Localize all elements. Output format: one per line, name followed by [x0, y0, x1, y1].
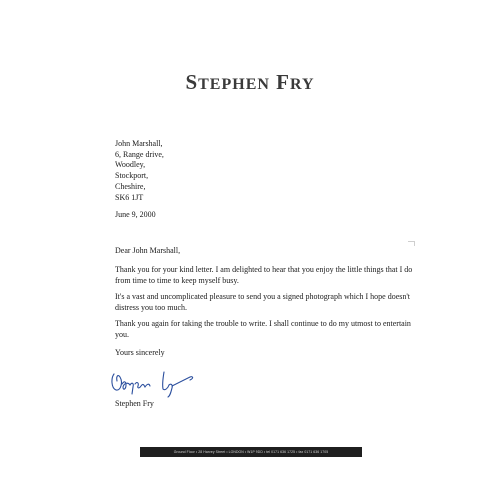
body-paragraph: Thank you again for taking the trouble to write. I shall continue to do my utmost to entertain you.: [115, 319, 411, 339]
address-line: Woodley,: [115, 160, 146, 170]
address-line: John Marshall,: [115, 139, 163, 148]
body-paragraph: It's a vast and uncomplicated pleasure to send you a signed photograph which I hope doesn't distress you too much.: [115, 292, 411, 312]
letterhead-first-rest: TEPHEN: [198, 76, 270, 93]
closing: Yours sincerely: [115, 348, 165, 357]
letterhead-last-rest: RY: [290, 76, 315, 93]
address-line: SK6 1JT: [115, 192, 144, 202]
signer-name: Stephen Fry: [115, 399, 154, 408]
letter-date: June 9, 2000: [115, 210, 156, 219]
recipient-address: [115, 139, 164, 203]
letterhead-first-initial: S: [185, 70, 199, 94]
address-line: 6, Range drive,: [115, 149, 164, 159]
page-fold-mark: [408, 241, 415, 246]
address-line: Stockport,: [115, 171, 149, 181]
salutation: Dear John Marshall,: [115, 246, 181, 255]
body-paragraph: Thank you for your kind letter. I am delighted to hear that you enjoy the little things that I do from time to time to keep myself busy.: [115, 265, 413, 285]
handwritten-signature: [108, 364, 208, 398]
letterhead-title: [0, 70, 500, 95]
letterhead-footer: Ground Floor • 28 Harvey Street • LONDON • W1P 9DD • tel 0171 636 1725 • fax 0171 636 1705: [140, 447, 362, 457]
letterhead-last-initial: F: [276, 70, 290, 94]
address-line: Cheshire,: [115, 181, 146, 191]
